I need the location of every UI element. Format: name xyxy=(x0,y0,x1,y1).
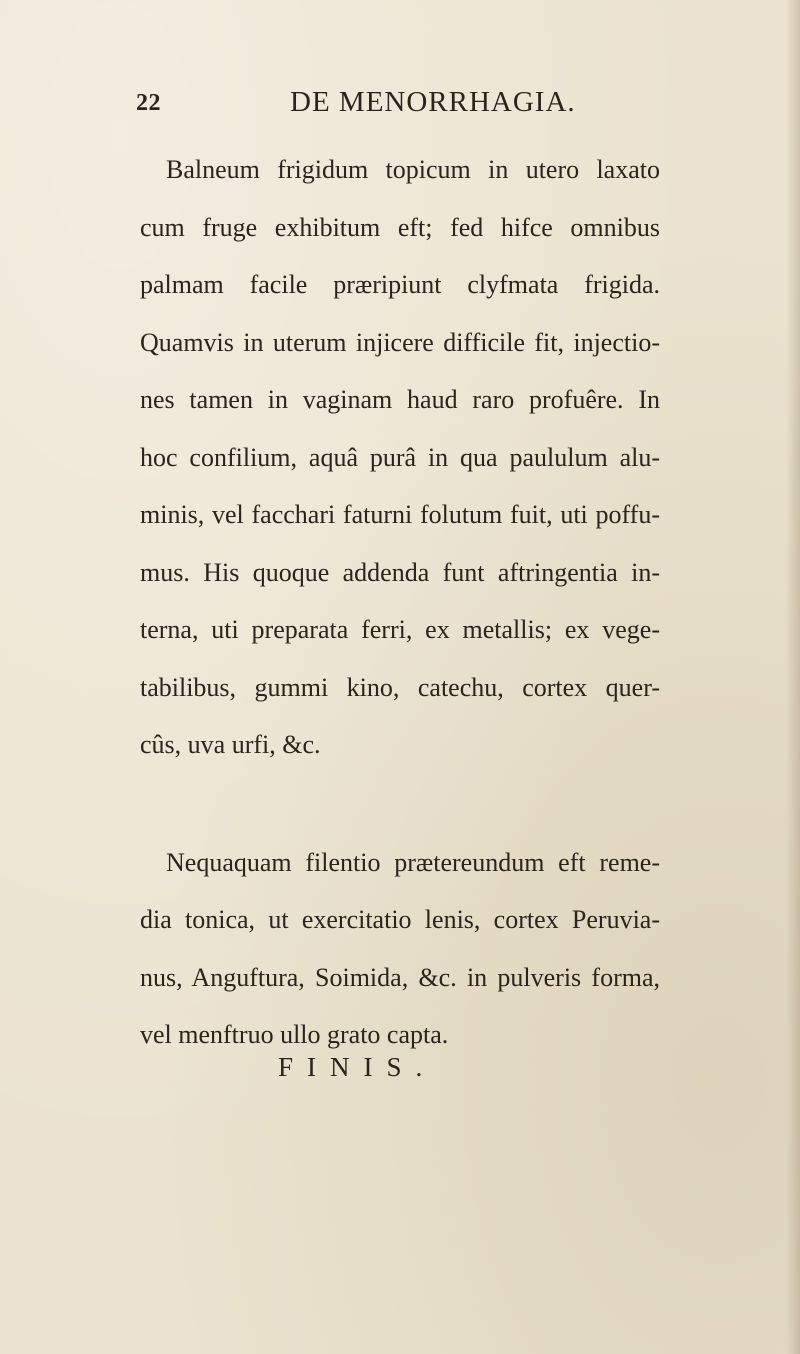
text-line: dia tonica, ut exercitatio lenis, cortex Peruvia- xyxy=(140,905,660,934)
page-header xyxy=(136,86,656,122)
text-line: mus. His quoque addenda funt aftringentia in- xyxy=(140,557,660,587)
paragraph-2 xyxy=(140,843,660,1073)
text-line: hoc confilium, aquâ purâ in qua paululum alu- xyxy=(140,442,660,472)
text-line: Quamvis in uterum injicere difficile fit, injectio- xyxy=(140,327,660,357)
text-line: cum fruge exhibitum eft; fed hifce omnibus xyxy=(140,212,660,242)
body-text xyxy=(140,150,660,1073)
text-line: nus, Anguftura, Soimida, &c. in pulveris forma, xyxy=(140,962,660,992)
paragraph-gap xyxy=(140,783,660,843)
text-line: Nequaquam filentio prætereundum eft reme- xyxy=(166,847,660,877)
page-number: 22 xyxy=(136,90,161,116)
text-line: terna, uti preparata ferri, ex metallis; ex vege- xyxy=(140,615,660,644)
text-line: cûs, uva urfi, &c. xyxy=(140,730,321,759)
paragraph-1 xyxy=(140,150,660,783)
running-head: DE MENORRHAGIA. xyxy=(290,86,576,118)
text-line: tabilibus, gummi kino, catechu, cortex quer- xyxy=(140,672,660,702)
text-line: Balneum frigidum topicum in utero laxato xyxy=(166,155,660,184)
text-line: palmam facile præripiunt clyfmata frigida. xyxy=(140,270,660,299)
text-line: minis, vel facchari faturni folutum fuit, uti poffu- xyxy=(140,500,660,529)
text-line: vel menftruo ullo grato capta. xyxy=(140,1020,449,1049)
text-line: nes tamen in vaginam haud raro profuêre. In xyxy=(140,385,660,414)
finis-heading: FINIS. xyxy=(278,1052,437,1082)
page-edge-shadow xyxy=(786,0,800,1354)
